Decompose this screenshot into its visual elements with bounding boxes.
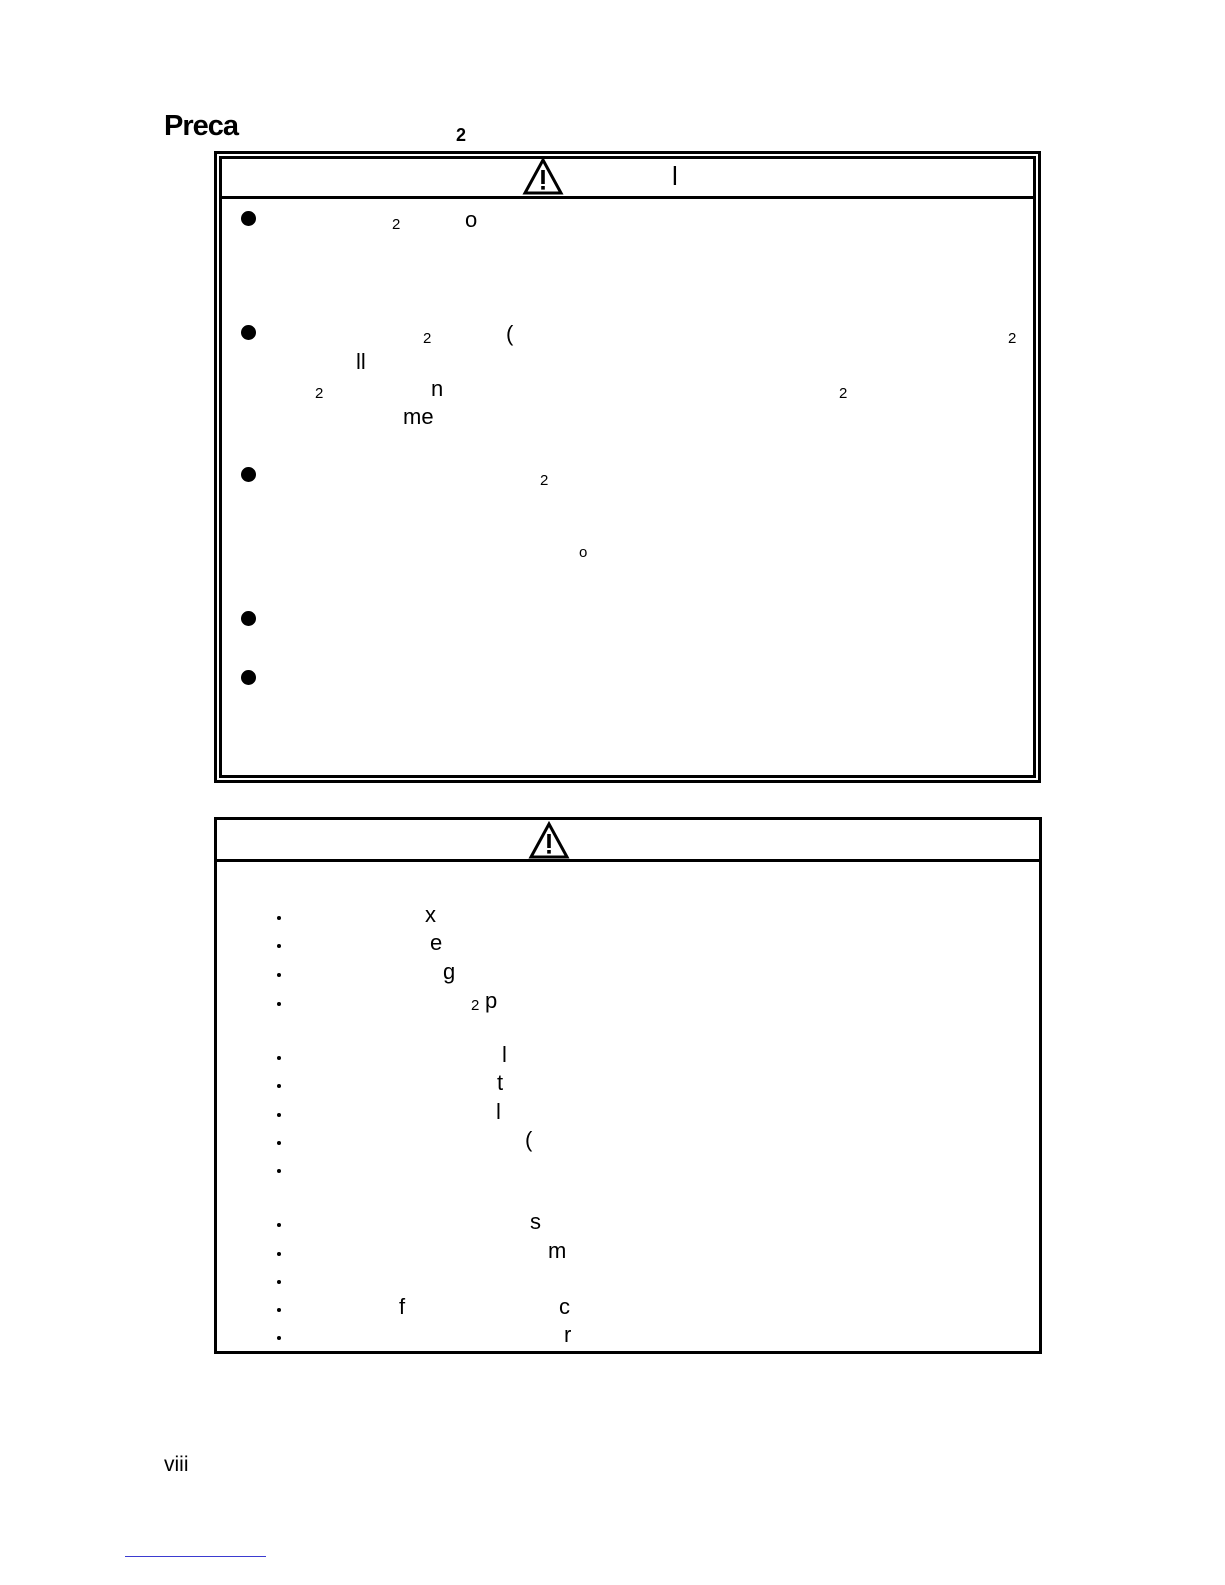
bullet-dot: [241, 467, 256, 482]
list-bullet: [277, 1084, 281, 1088]
list-bullet: [277, 1280, 281, 1284]
list-item-fragment: l: [502, 1042, 507, 1067]
caution-box-header-divider: [214, 859, 1042, 862]
list-item-fragment: r: [564, 1322, 572, 1347]
list-bullet: [277, 1002, 281, 1006]
warning-box-inner-border: [219, 156, 1036, 778]
subscript-fragment: 2: [392, 216, 401, 233]
bullet-dot: [241, 670, 256, 685]
list-item-fragment: l: [496, 1099, 501, 1124]
degree-fragment: o: [579, 544, 588, 561]
subscript-fragment: 2: [1008, 330, 1017, 347]
warning-triangle-icon: [528, 821, 570, 860]
warning-box-header-text: l: [672, 161, 678, 191]
list-bullet: [277, 916, 281, 920]
text-fragment: me: [403, 404, 434, 429]
bullet-dot: [241, 611, 256, 626]
section-title: Preca: [164, 110, 239, 142]
page-number: viii: [164, 1453, 189, 1476]
list-item-fragment: p: [485, 988, 498, 1013]
list-bullet: [277, 1223, 281, 1227]
list-bullet: [277, 1141, 281, 1145]
caution-box-border: [214, 817, 1042, 1354]
bullet-dot: [241, 211, 256, 226]
list-item-fragment: e: [430, 930, 443, 955]
list-item-subscript: 2: [471, 997, 480, 1014]
subscript-fragment: 2: [315, 385, 324, 402]
list-bullet: [277, 1252, 281, 1256]
list-bullet: [277, 1308, 281, 1312]
text-fragment: n: [431, 376, 444, 401]
subscript-fragment: 2: [839, 385, 848, 402]
section-title-subscript: 2: [456, 125, 467, 145]
bullet-dot: [241, 325, 256, 340]
text-fragment: (: [506, 321, 514, 346]
footer-link-underline[interactable]: [125, 1556, 266, 1557]
subscript-fragment: 2: [423, 330, 432, 347]
list-bullet: [277, 1113, 281, 1117]
list-bullet: [277, 973, 281, 977]
list-bullet: [277, 944, 281, 948]
warning-box-header-divider: [219, 196, 1036, 199]
list-item-fragment: c: [559, 1294, 570, 1319]
warning-triangle-icon: [522, 157, 564, 196]
text-fragment: o: [465, 207, 478, 232]
list-bullet: [277, 1169, 281, 1173]
list-item-fragment: (: [525, 1127, 533, 1152]
list-bullet: [277, 1056, 281, 1060]
list-item-fragment: m: [548, 1238, 567, 1263]
list-item-fragment: g: [443, 959, 456, 984]
list-bullet: [277, 1336, 281, 1340]
list-item-fragment: t: [497, 1070, 504, 1095]
text-fragment: ll: [356, 349, 366, 374]
list-item-fragment: f: [399, 1294, 406, 1319]
list-item-fragment: x: [425, 902, 436, 927]
subscript-fragment: 2: [540, 472, 549, 489]
list-item-fragment: s: [530, 1209, 541, 1234]
